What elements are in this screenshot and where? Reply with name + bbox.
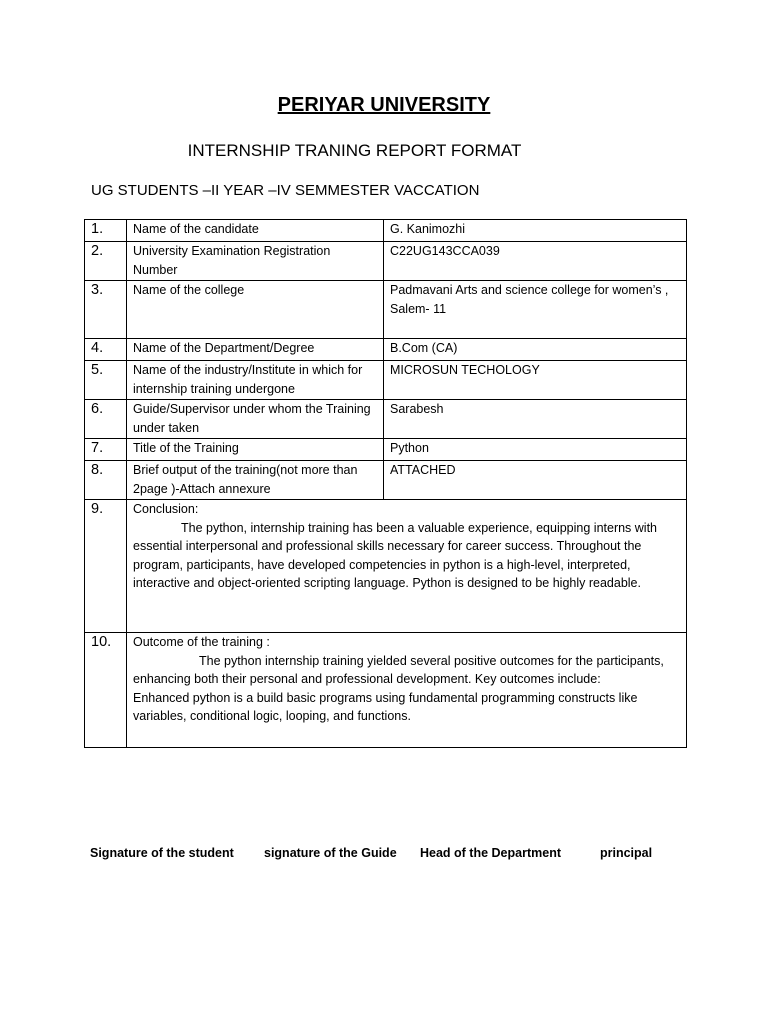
row-field: Title of the Training <box>127 439 384 461</box>
principal-signature-label: principal <box>600 846 653 860</box>
student-signature-label: Signature of the student <box>90 846 234 860</box>
row-number: 7. <box>85 439 127 461</box>
row-number: 8. <box>85 461 127 500</box>
table-row <box>85 461 687 500</box>
university-title: PERIYAR UNIVERSITY <box>277 94 491 116</box>
guide-signature-label: signature of the Guide <box>264 846 397 860</box>
row-number: 4. <box>85 339 127 361</box>
table-row <box>85 400 687 439</box>
row-value: Sarabesh <box>384 400 687 439</box>
conclusion-text: The python, internship training has been a valuable experience, equipping interns with essential interpersonal and professional skills necessary for career success. Throughout the program, participants, have developed competencies in python is a high-level, interpreted, interactive and object-oriented scripting language. Python is designed to be highly readable. <box>133 520 658 590</box>
row-field: University Examination Registration Number <box>127 242 384 281</box>
table-row <box>85 361 687 400</box>
outcome-row <box>85 633 687 748</box>
row-value: C22UG143CCA039 <box>384 242 687 281</box>
report-format-title-text: INTERNSHIP TRANING REPORT FORMAT <box>187 141 522 160</box>
outcome-heading: Outcome of the training : <box>133 635 270 649</box>
row-number: 6. <box>85 400 127 439</box>
outcome-cell <box>127 633 687 748</box>
row-number: 1. <box>85 220 127 242</box>
outcome-text: The python internship training yielded several positive outcomes for the participants, enhancing both their personal and professional development. Key outcomes include: <box>133 653 664 686</box>
report-table <box>84 219 687 748</box>
table-row <box>85 242 687 281</box>
students-subtitle: UG STUDENTS –II YEAR –IV SEMMESTER VACCATION <box>91 182 480 199</box>
row-value: MICROSUN TECHOLOGY <box>384 361 687 400</box>
row-number: 5. <box>85 361 127 400</box>
row-number: 2. <box>85 242 127 281</box>
row-field: Name of the candidate <box>127 220 384 242</box>
row-field: Name of the industry/Institute in which for internship training undergone <box>127 361 384 400</box>
row-value: ATTACHED <box>384 461 687 500</box>
conclusion-cell <box>127 500 687 633</box>
hod-signature-label: Head of the Department <box>420 846 561 860</box>
row-value <box>384 281 687 339</box>
table-row <box>85 339 687 361</box>
row-number: 10. <box>85 633 127 748</box>
row-field: Guide/Supervisor under whom the Training under taken <box>127 400 384 439</box>
table-row <box>85 281 687 339</box>
row-field: Name of the college <box>127 281 384 339</box>
outcome-body <box>133 652 680 689</box>
row-field: Name of the Department/Degree <box>127 339 384 361</box>
table-row <box>85 439 687 461</box>
table-row <box>85 220 687 242</box>
row-value: Python <box>384 439 687 461</box>
row-number: 3. <box>85 281 127 339</box>
conclusion-row <box>85 500 687 633</box>
college-city: Salem- 11 <box>390 301 447 316</box>
row-field: Brief output of the training(not more than 2page )-Attach annexure <box>127 461 384 500</box>
report-format-title <box>0 141 708 161</box>
row-value: G. Kanimozhi <box>384 220 687 242</box>
conclusion-heading: Conclusion: <box>133 502 199 516</box>
college-name: Padmavani Arts and science college for women’s , <box>390 283 669 297</box>
conclusion-body <box>133 519 680 593</box>
outcome-body-2: Enhanced python is a build basic programs using fundamental programming constructs like variables, conditional logic, looping, and functions. <box>133 690 638 723</box>
row-value: B.Com (CA) <box>384 339 687 361</box>
row-number: 9. <box>85 500 127 633</box>
